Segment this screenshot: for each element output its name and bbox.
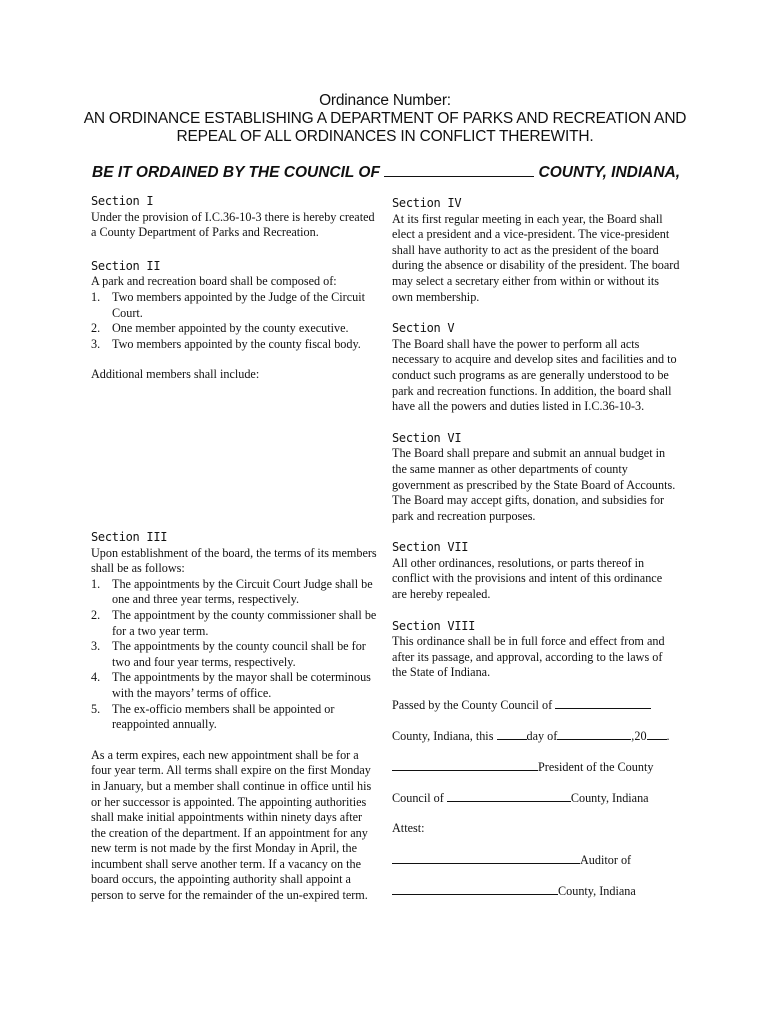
section-heading: Section I [91, 194, 154, 208]
section-heading: Section V [392, 321, 455, 336]
section-intro: Upon establishment of the board, the terms of its members shall be as follows: [91, 545, 377, 576]
list-item: 1. Two members appointed by the Judge of the Circuit Court. [91, 289, 365, 320]
year-blank[interactable] [647, 728, 667, 740]
auditor-county-blank[interactable] [392, 883, 558, 895]
president-signature-blank[interactable] [392, 759, 538, 771]
section-6 [392, 431, 680, 525]
list-item: 1. The appointments by the Circuit Court Judge shall be one and three year terms, respectively. [91, 576, 373, 607]
section-heading: Section IV [392, 196, 462, 210]
ordained-clause [92, 164, 692, 182]
section-text: This ordinance shall be in full force and effect from and after its passage, and approval, according to the laws of the State of Indiana. [392, 634, 665, 680]
council-county-blank[interactable] [555, 697, 651, 709]
list-item: 4. The appointments by the mayor shall be coterminous with the mayors’ terms of office. [91, 670, 371, 700]
section-heading: Section III [91, 530, 168, 544]
list-item: 2. One member appointed by the county executive. [91, 321, 349, 336]
section-4 [392, 196, 680, 305]
section-heading: Section VII [392, 540, 469, 555]
month-blank[interactable] [557, 728, 631, 740]
section-heading: Section VIII [392, 618, 476, 633]
county-name-blank[interactable] [384, 165, 534, 177]
list-item: 3. Two members appointed by the county fiscal body. [91, 336, 361, 351]
section-text: The Board shall have the power to perform all acts necessary to acquire and develop sites and facilities and to conduct such programs as are generally understood to be park and recreation functions. In addition, the board shall have all the powers and duties listed in I.C.36-10-3. [392, 336, 677, 414]
date-line: County, Indiana, this day of ,20 . [392, 729, 670, 744]
auditor-line: Auditor of [392, 852, 680, 883]
right-column [392, 196, 680, 900]
left-column-lower [91, 530, 379, 904]
section-5 [392, 321, 680, 415]
additional-members: Additional members shall include: [91, 367, 260, 382]
passed-line: Passed by the County Council of [392, 697, 680, 728]
list-item: 5. The ex-officio members shall be appointed or reappointed annually. [91, 701, 335, 732]
ordinance-number-label: Ordinance Number: [319, 92, 451, 109]
signature-block [392, 697, 680, 900]
attest-label: Attest: [392, 821, 425, 836]
ordained-prefix: BE IT ORDAINED BY THE COUNCIL OF [92, 164, 380, 181]
auditor-county-line: County, Indiana [392, 883, 680, 900]
council-county-name-blank[interactable] [447, 790, 571, 802]
left-column [91, 194, 379, 383]
section-heading: Section II [91, 258, 161, 273]
section-3 [91, 530, 379, 904]
auditor-signature-blank[interactable] [392, 852, 580, 864]
council-line: Council of County, Indiana [392, 791, 649, 806]
section-text: The Board shall prepare and submit an annual budget in the same manner as other departments of county government as prescribed by the State Board of Accounts. The Board may accept gifts, donation, and subsidies for park and recreation purposes. [392, 446, 676, 523]
section-heading: Section VI [392, 430, 462, 445]
section-7 [392, 540, 680, 602]
day-blank[interactable] [497, 728, 527, 740]
ordained-suffix: COUNTY, INDIANA, [538, 164, 681, 181]
section-2 [91, 259, 379, 383]
ordinance-title-line-2: REPEAL OF ALL ORDINANCES IN CONFLICT THEREWITH. [176, 128, 594, 145]
section-8 [392, 619, 680, 681]
section-text: All other ordinances, resolutions, or parts thereof in conflict with the provisions and intent of this ordinance are hereby repealed. [392, 555, 663, 602]
section-intro: A park and recreation board shall be composed of: [91, 274, 337, 289]
list-item: 2. The appointment by the county commissioner shall be for a two year term. [91, 607, 377, 638]
president-line: President of the County [392, 759, 680, 790]
section-text: Under the provision of I.C.36-10-3 there is hereby created a County Department of Parks and Recreation. [91, 209, 375, 240]
list-item: 3. The appointments by the county council shall be for two and four year terms, respectively. [91, 639, 366, 669]
section-1 [91, 194, 379, 241]
ordinance-title-line-1: AN ORDINANCE ESTABLISHING A DEPARTMENT OF PARKS AND RECREATION AND [83, 110, 687, 127]
section-text: At its first regular meeting in each year, the Board shall elect a president and a vice-president. The vice-president shall have authority to act as the president of the board during the absence or disability of the president. The board may select a secretary either from within or without its own membership. [392, 211, 680, 304]
section-closing: As a term expires, each new appointment shall be for a four year term. All terms shall expire on the first Monday in January, but a member shall continue in office until his or her successor is appointed. The appointing authorities shall make initial appointments within ninety days after the creation of the department. If an appointment for any new term is not made by the first Monday in April, the incumbent shall serve another term. If a vacancy on the board occurs, the appointing authority shall appoint a person to serve for the remainder of the un-expired term. [91, 747, 372, 903]
